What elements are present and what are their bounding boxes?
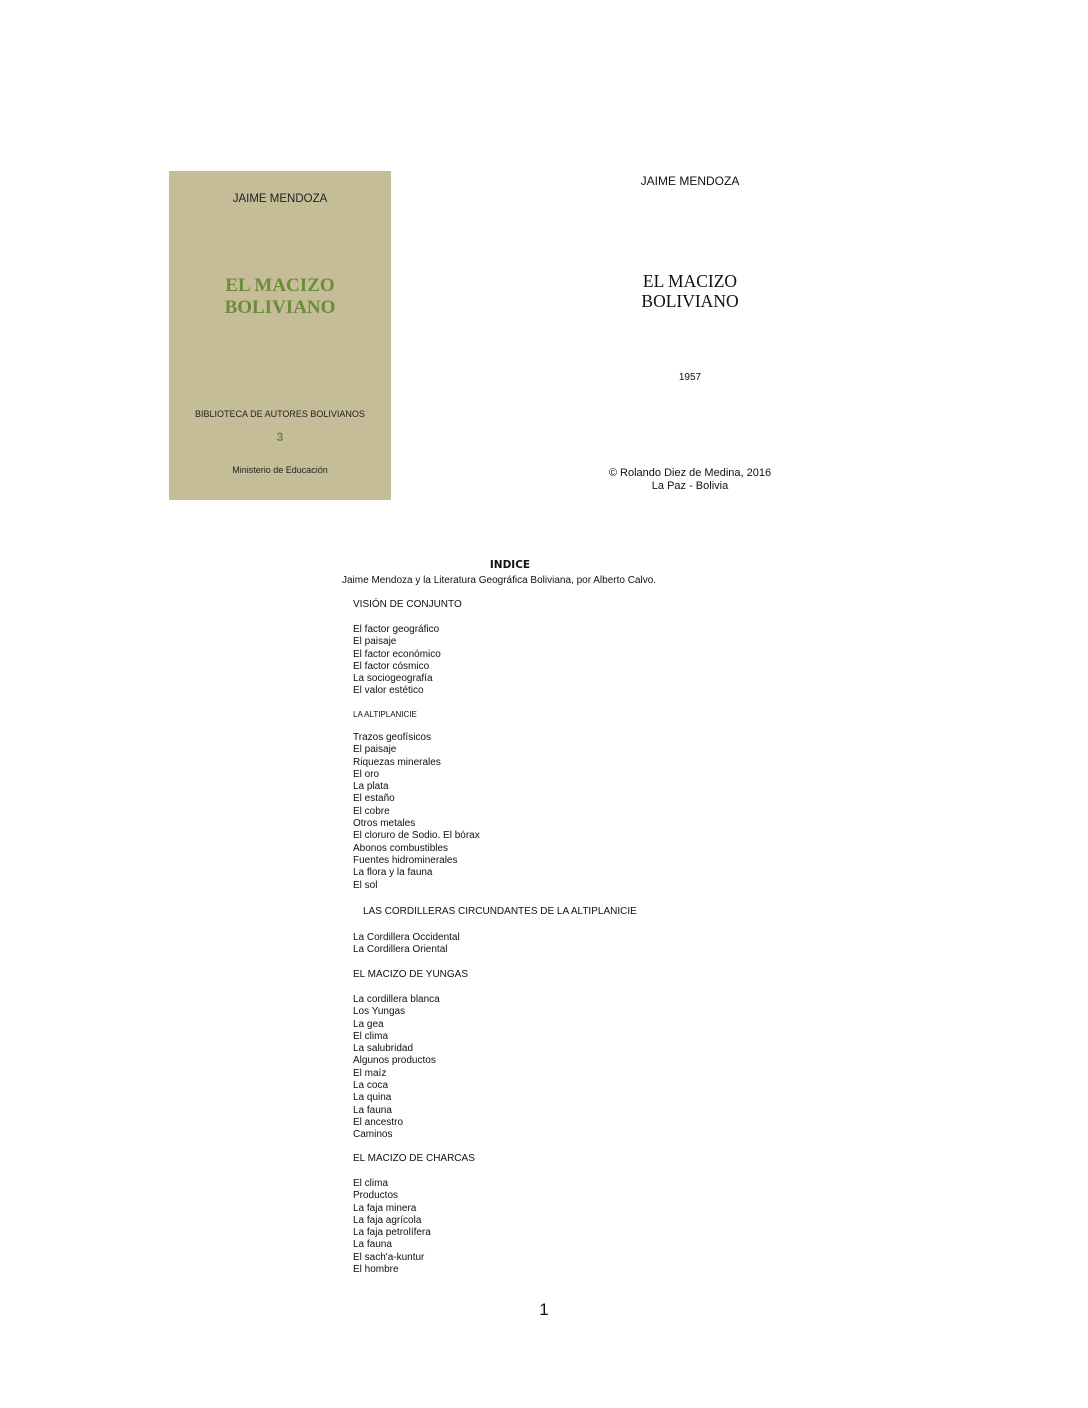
toc-section-items bbox=[353, 994, 440, 1142]
toc-section-items bbox=[353, 932, 460, 957]
toc-item: Riquezas minerales bbox=[353, 756, 441, 768]
toc-item: La faja minera bbox=[353, 1202, 417, 1214]
toc-item: El cobre bbox=[353, 805, 390, 817]
toc-item: El sol bbox=[353, 879, 378, 891]
toc-section-items bbox=[353, 732, 480, 892]
toc-item: La flora y la fauna bbox=[353, 867, 433, 879]
toc-section-heading: EL MACIZO DE YUNGAS bbox=[353, 969, 469, 980]
toc-item: El hombre bbox=[353, 1264, 399, 1276]
cover-author: JAIME MENDOZA bbox=[232, 193, 328, 205]
title-page-author: JAIME MENDOZA bbox=[640, 174, 740, 188]
toc-item: La Cordillera Oriental bbox=[353, 944, 448, 956]
toc-section-items bbox=[353, 624, 441, 698]
toc-item: La quina bbox=[353, 1092, 392, 1104]
toc-item: El estaño bbox=[353, 793, 395, 805]
toc-item: Caminos bbox=[353, 1129, 393, 1141]
toc-item: El sach'a-kuntur bbox=[353, 1251, 425, 1263]
toc-item: Abonos combustibles bbox=[353, 842, 449, 854]
toc-item: El factor cósmico bbox=[353, 660, 430, 672]
title-page-title-line2: BOLIVIANO bbox=[641, 291, 739, 311]
toc-item: La sociogeografía bbox=[353, 673, 433, 685]
toc-item: El valor estético bbox=[353, 685, 424, 697]
toc-item: La Cordillera Occidental bbox=[353, 932, 460, 943]
toc-item: Fuentes hidrominerales bbox=[353, 854, 458, 866]
toc-item: El paisaje bbox=[353, 744, 397, 756]
toc-item: El oro bbox=[353, 768, 380, 780]
toc-item: El factor geográfico bbox=[353, 624, 440, 635]
toc-item: La fauna bbox=[353, 1239, 392, 1251]
toc-item: La faja petrolífera bbox=[353, 1227, 431, 1239]
toc-item: La fauna bbox=[353, 1104, 392, 1116]
toc-item: Trazos geofísicos bbox=[353, 732, 431, 743]
toc-item: El paisaje bbox=[353, 636, 397, 648]
title-page-title-line1: EL MACIZO bbox=[642, 271, 738, 291]
toc-item: La cordillera blanca bbox=[353, 994, 440, 1005]
toc-item: El cloruro de Sodio. El bórax bbox=[353, 830, 480, 842]
page-number: 1 bbox=[539, 1300, 549, 1319]
toc-item: El ancestro bbox=[353, 1116, 404, 1128]
publication-place: La Paz - Bolivia bbox=[651, 480, 729, 492]
toc-item: La gea bbox=[353, 1018, 384, 1030]
toc-item: El factor económico bbox=[353, 648, 441, 660]
toc-section-items bbox=[353, 1178, 431, 1276]
toc-item: Algunos productos bbox=[353, 1055, 436, 1067]
publication-year: 1957 bbox=[678, 372, 702, 383]
toc-item: El clima bbox=[353, 1030, 389, 1042]
cover-title-line1: EL MACIZO bbox=[225, 275, 335, 296]
toc-item: La plata bbox=[353, 781, 389, 793]
toc-item: La faja agrícola bbox=[353, 1214, 422, 1226]
toc-item: El maíz bbox=[353, 1067, 387, 1079]
toc-item: La coca bbox=[353, 1080, 389, 1092]
toc-section-heading: LA ALTIPLANICIE bbox=[353, 710, 417, 719]
toc-item: Productos bbox=[353, 1190, 399, 1202]
toc-section-heading: LAS CORDILLERAS CIRCUNDANTES DE LA ALTIPLANICIE bbox=[363, 906, 637, 917]
toc-section-heading: VISIÓN DE CONJUNTO bbox=[353, 599, 462, 610]
cover-number: 3 bbox=[276, 430, 284, 444]
toc-section-heading: EL MACIZO DE CHARCAS bbox=[353, 1153, 475, 1164]
copyright-notice: © Rolando Diez de Medina, 2016 bbox=[608, 467, 772, 479]
toc-item: Otros metales bbox=[353, 818, 416, 830]
toc-item: La salubridad bbox=[353, 1043, 414, 1055]
cover-title-line2: BOLIVIANO bbox=[224, 297, 336, 318]
toc-title: INDICE bbox=[489, 559, 531, 571]
toc-intro: Jaime Mendoza y la Literatura Geográfica Boliviana, por Alberto Calvo. bbox=[342, 575, 657, 586]
cover-publisher: Ministerio de Educación bbox=[232, 465, 328, 475]
toc-item: El clima bbox=[353, 1178, 389, 1189]
toc-item: Los Yungas bbox=[353, 1006, 406, 1018]
cover-series: BIBLIOTECA DE AUTORES BOLIVIANOS bbox=[195, 409, 365, 419]
